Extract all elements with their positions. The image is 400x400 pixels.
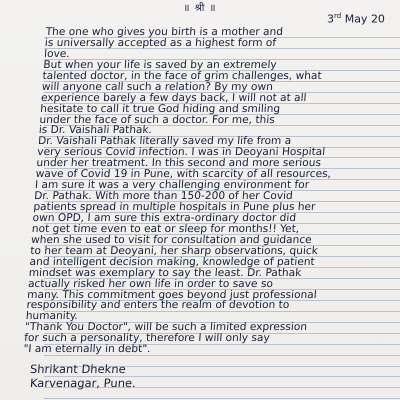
body-line: under the face of such a doctor. For me, this bbox=[39, 113, 276, 126]
body-line: not get time even to eat or sleep for months!! Yet, bbox=[31, 222, 300, 235]
body-line: for such a personality, therefore I will only say bbox=[23, 332, 271, 345]
body-line: "I am eternally in debt". bbox=[23, 343, 151, 356]
ruled-line bbox=[44, 398, 400, 399]
body-line: love. bbox=[43, 47, 71, 60]
body-line: will anyone call such a relation? By my own bbox=[41, 80, 274, 93]
letter-date bbox=[327, 12, 385, 26]
body-line: The one who gives you birth is a mother and bbox=[45, 26, 284, 38]
body-line: humanity. bbox=[25, 310, 79, 323]
signature-place: Karvenagar, Pune. bbox=[29, 376, 137, 390]
body-line: patients spread in multiple hospitals in Pune plus her bbox=[32, 201, 316, 213]
body-line: But when your life is saved by an extremely bbox=[42, 58, 278, 71]
letter-header: ॥ श्री ॥ bbox=[183, 3, 217, 14]
body-line: Dr. Vaishali Pathak literally saved my life from a bbox=[37, 135, 292, 148]
body-line: experience barely a few days back, I will not at all bbox=[40, 91, 307, 104]
body-line: is Dr. Vaishali Pathak. bbox=[38, 124, 153, 137]
body-line: mindset was exemplary to say the least. Dr. Pathak bbox=[28, 266, 302, 279]
body-line: "Thank You Doctor", will be such a limited expression bbox=[24, 321, 308, 334]
body-line: and intelligent decision making, knowledge of patient bbox=[29, 255, 316, 268]
signature-name: Shrikant Dhekne bbox=[29, 362, 127, 376]
body-line: to her team at Deoyani, her sharp observations, quick bbox=[29, 244, 319, 257]
body-line: very serious Covid infection. I was in Deoyani Hospital bbox=[36, 146, 326, 159]
body-line: wave of Covid 19 in Pune, with scarcity of all resources, bbox=[35, 168, 332, 181]
date-rest: May 20 bbox=[341, 12, 385, 26]
body-line: actually risked her own life in order to save so bbox=[27, 277, 274, 290]
body-line: responsibility and enters the realm of devotion to bbox=[26, 299, 290, 312]
body-line: many. This commitment goes beyond just professional bbox=[26, 288, 318, 301]
body-line: own OPD, I am sure this extra-ordinary doctor did bbox=[32, 211, 297, 224]
body-line: when she used to visit for consultation and guidance bbox=[30, 233, 313, 246]
body-line: hesitate to call it true God hiding and smiling bbox=[39, 102, 281, 115]
date-suffix: rd bbox=[334, 12, 342, 20]
body-line: talented doctor, in the face of grim challenges, what bbox=[42, 69, 323, 82]
date-day: 3 bbox=[327, 12, 334, 26]
body-line: Dr. Pathak. With more than 150-200 of her Covid bbox=[33, 190, 294, 203]
body-line: I am sure it was a very challenging environment for bbox=[34, 179, 310, 192]
body-line: under her treatment. In this second and more serious bbox=[36, 157, 322, 170]
body-line: is universally accepted as a highest form of bbox=[44, 36, 277, 49]
letter-body bbox=[23, 27, 398, 355]
